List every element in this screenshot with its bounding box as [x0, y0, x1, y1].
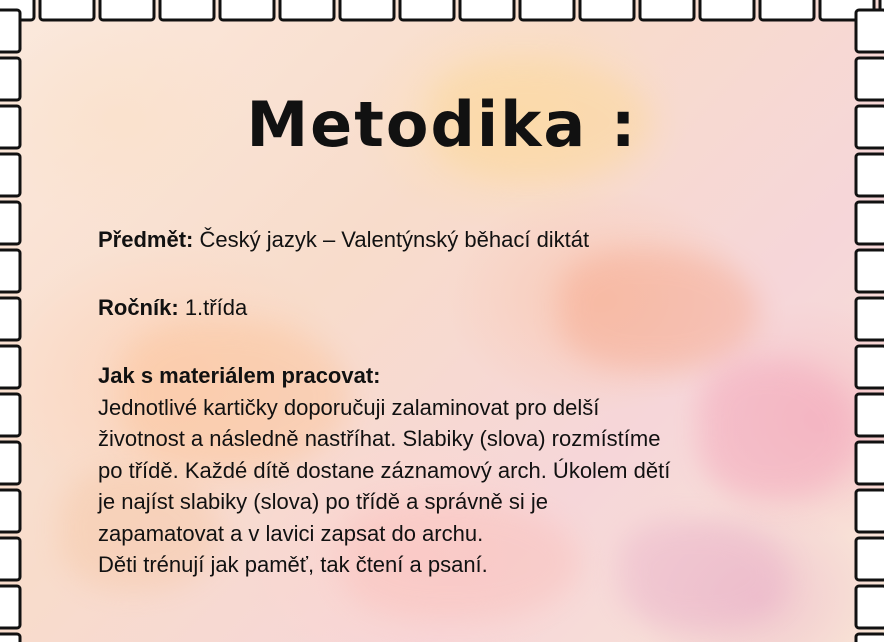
- grade-label: Ročník:: [98, 295, 179, 320]
- frame-tile: [40, 0, 94, 20]
- method-line: je najíst slabiky (slova) po třídě a správně si je: [98, 489, 548, 514]
- frame-tile: [0, 250, 20, 292]
- decorative-frame-top: [0, 0, 884, 24]
- frame-tile: [856, 10, 884, 52]
- method-line: Děti trénují jak paměť, tak čtení a psaní.: [98, 552, 488, 577]
- frame-tile: [856, 250, 884, 292]
- frame-tile: [856, 394, 884, 436]
- frame-tile: [400, 0, 454, 20]
- frame-tile: [856, 202, 884, 244]
- method-heading: Jak s materiálem pracovat:: [98, 363, 381, 388]
- frame-tile: [856, 634, 884, 642]
- frame-tile: [0, 394, 20, 436]
- frame-tile: [160, 0, 214, 20]
- frame-tile: [0, 490, 20, 532]
- frame-tile: [856, 298, 884, 340]
- frame-tile: [0, 10, 20, 52]
- frame-tile: [0, 202, 20, 244]
- method-line: po třídě. Každé dítě dostane záznamový arch. Úkolem dětí: [98, 457, 671, 483]
- frame-tile: [100, 0, 154, 20]
- frame-tile: [0, 586, 20, 628]
- subject-label: Předmět:: [98, 227, 194, 252]
- frame-tile: [0, 442, 20, 484]
- method-line: zapamatovat a v lavici zapsat do archu.: [98, 520, 484, 546]
- frame-tile: [700, 0, 754, 20]
- frame-tile: [0, 346, 20, 388]
- method-line: životnost a následně nastříhat. Slabiky (slova) rozmístíme: [98, 426, 661, 451]
- frame-tile: [856, 442, 884, 484]
- frame-tile: [460, 0, 514, 20]
- frame-tile: [340, 0, 394, 20]
- frame-tile: [220, 0, 274, 20]
- subject-value: Český jazyk – Valentýnský běhací diktát: [199, 227, 590, 252]
- methodology-content: [98, 224, 818, 581]
- method-line: Jednotlivé kartičky doporučuji zalaminovat pro delší: [98, 394, 600, 420]
- frame-tile: [856, 490, 884, 532]
- frame-tile: [856, 538, 884, 580]
- frame-tile: [0, 538, 20, 580]
- frame-tile: [640, 0, 694, 20]
- grade-row: [98, 292, 818, 324]
- frame-tile: [856, 346, 884, 388]
- method-section: [98, 360, 818, 581]
- frame-tile: [0, 634, 20, 642]
- frame-tile: [0, 298, 20, 340]
- page-title: Metodika :: [246, 88, 638, 161]
- grade-value: 1.třída: [184, 295, 248, 320]
- frame-tile: [760, 0, 814, 20]
- subject-row: [98, 224, 818, 256]
- frame-tile: [580, 0, 634, 20]
- frame-tile: [856, 586, 884, 628]
- frame-tile: [520, 0, 574, 20]
- frame-tile: [280, 0, 334, 20]
